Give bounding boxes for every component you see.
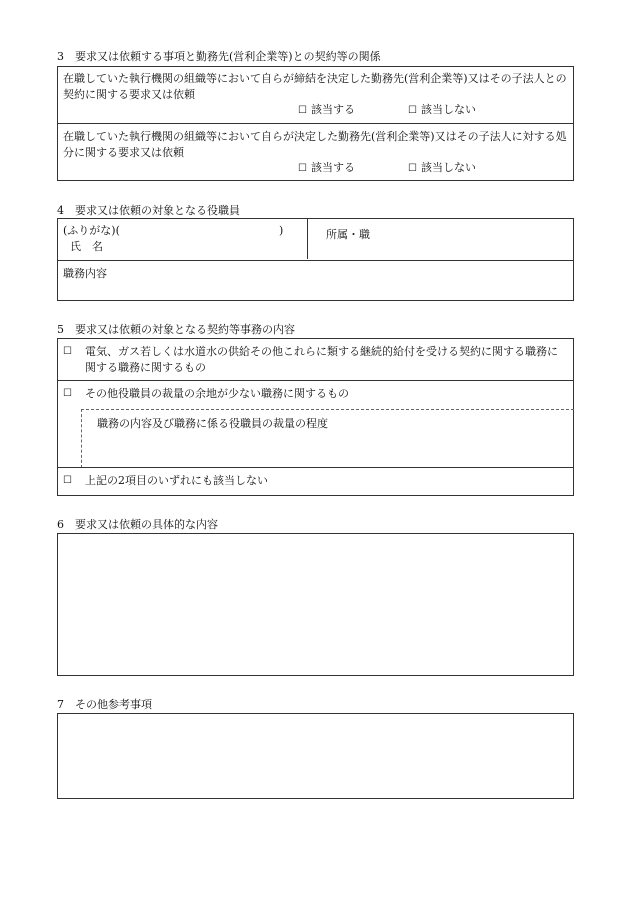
disposition-relation-yes[interactable] — [298, 160, 355, 177]
section-5-table — [57, 338, 574, 496]
checkbox-icon[interactable]: ☐ — [298, 163, 307, 174]
not-applicable-text: 上記の2項目のいずれにも該当しない — [85, 474, 268, 487]
column-divider — [307, 219, 308, 259]
option-label: 該当しない — [420, 103, 476, 116]
item1-checkbox[interactable]: ☐ — [63, 346, 72, 357]
section-3-table — [57, 66, 574, 181]
row-divider — [58, 467, 573, 468]
row-divider — [58, 123, 573, 124]
option-label: 該当する — [310, 161, 355, 174]
option-label: 該当する — [310, 103, 355, 116]
item2-checkbox[interactable]: ☐ — [63, 388, 72, 399]
section-6-title: 6 要求又は依頼の具体的な内容 — [57, 518, 218, 531]
option-label: 該当しない — [420, 161, 476, 174]
continuous-supply-contract-text: 電気、ガス若しくは水道水の供給その他これらに類する継続的給付を受ける契約に関する職務に関する職務に関するもの — [85, 345, 558, 374]
specific-content-box[interactable] — [57, 533, 574, 676]
department-label[interactable]: 所属・職 — [326, 228, 370, 241]
checkbox-icon[interactable]: ☐ — [408, 105, 417, 116]
section-4-table — [57, 218, 574, 301]
item3-checkbox[interactable]: ☐ — [63, 475, 72, 486]
checkbox-icon[interactable]: ☐ — [298, 105, 307, 116]
row-divider — [58, 380, 573, 381]
discretion-detail-label: 職務の内容及び職務に係る役職員の裁量の程度 — [97, 417, 328, 430]
contract-relation-text: 在職していた執行機関の組織等において自らが締結を決定した勤務先(営利企業等)又はその子法人との契約に関する要求又は依頼 — [63, 72, 567, 101]
section-5-title: 5 要求又は依頼の対象となる契約等事務の内容 — [57, 323, 295, 336]
discretion-detail-box[interactable] — [81, 409, 574, 468]
checkbox-icon[interactable]: ☐ — [408, 163, 417, 174]
disposition-relation-no[interactable] — [408, 160, 476, 177]
duty-label[interactable]: 職務内容 — [63, 267, 107, 280]
contract-relation-yes[interactable] — [298, 102, 355, 119]
section-7-title: 7 その他参考事項 — [57, 698, 152, 711]
name-label[interactable]: 氏 名 — [70, 240, 103, 253]
low-discretion-duty-text: その他役職員の裁量の余地が少ない職務に関するもの — [85, 387, 349, 400]
disposition-relation-text: 在職していた執行機関の組織等において自らが決定した勤務先(営利企業等)又はその子法人に対する処分に関する要求又は依頼 — [63, 130, 567, 159]
row-divider — [58, 260, 573, 261]
section-3-title: 3 要求又は依頼する事項と勤務先(営利企業等)との契約等の関係 — [57, 50, 381, 63]
other-reference-box[interactable] — [57, 713, 574, 799]
section-4-title: 4 要求又は依頼の対象となる役職員 — [57, 204, 240, 217]
furigana-close: ) — [279, 224, 284, 237]
furigana-label: (ふりがな)( — [63, 224, 120, 237]
contract-relation-no[interactable] — [408, 102, 476, 119]
